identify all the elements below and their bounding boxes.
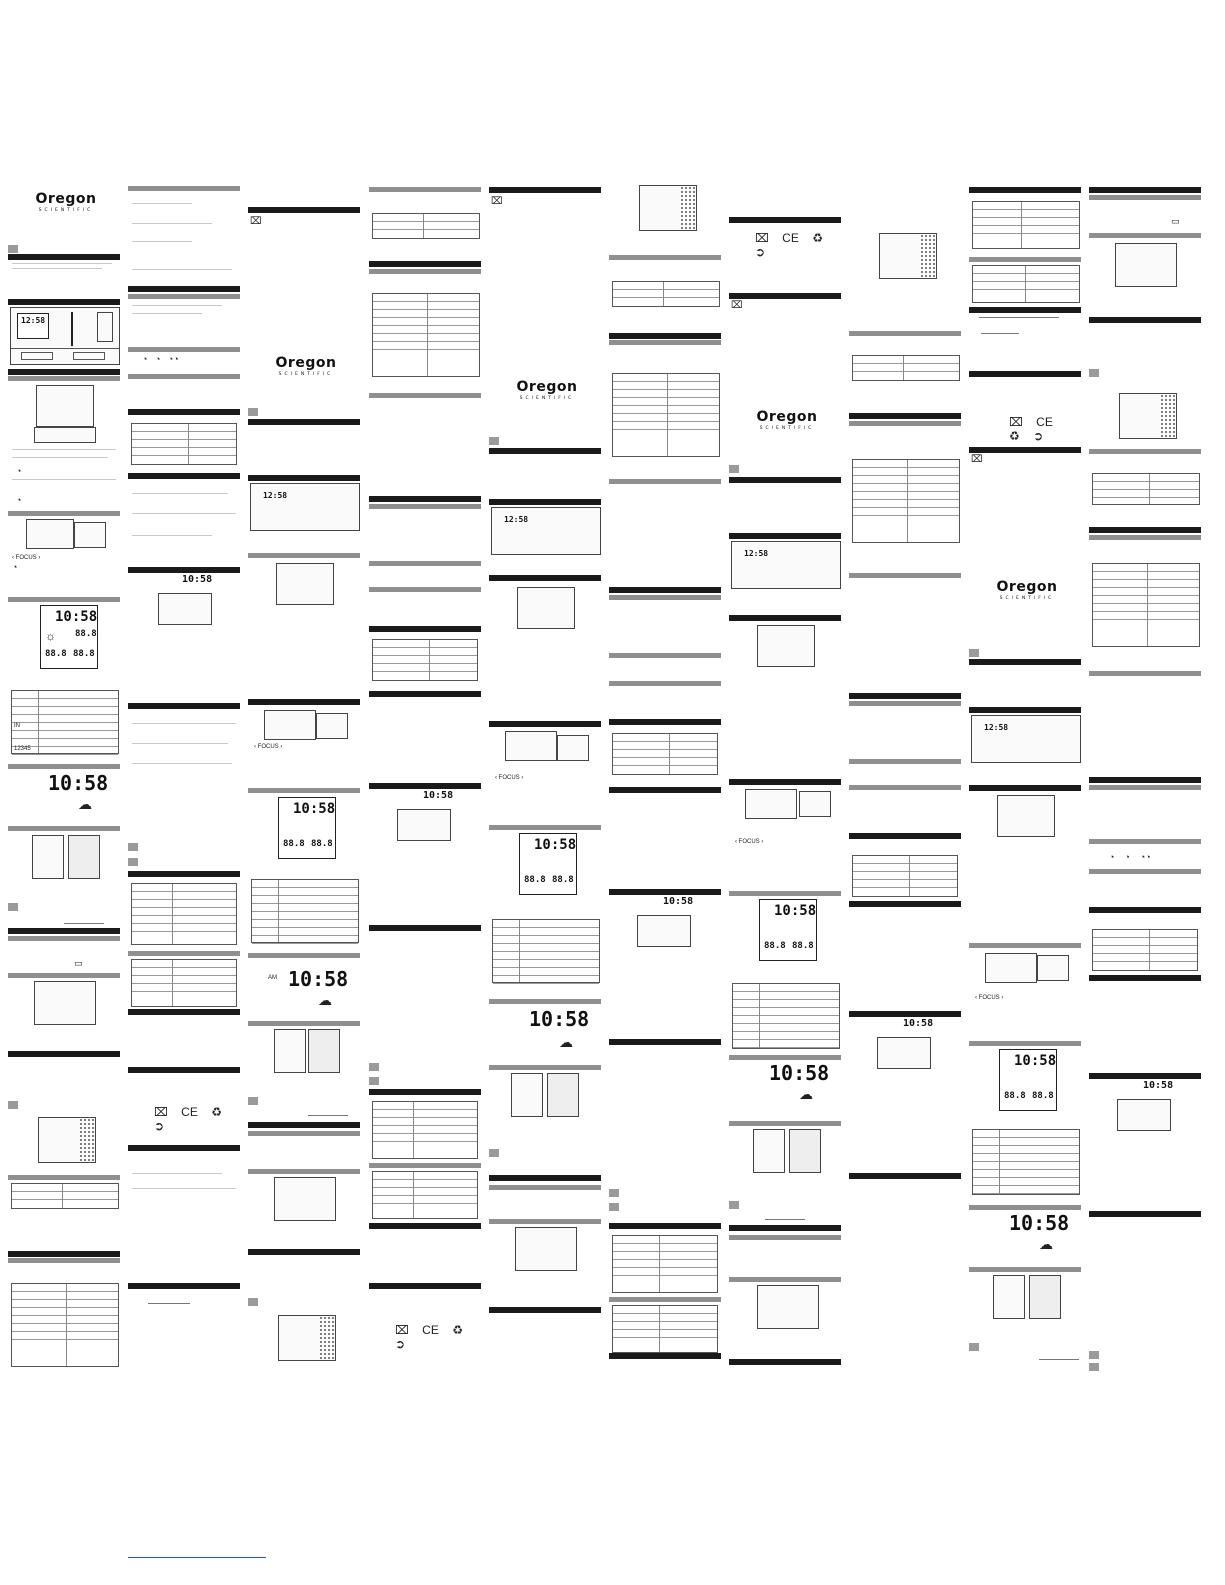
projection-clock-figure (36, 385, 94, 427)
sensor-back-figure (68, 835, 100, 879)
brand-logo: Oregon SCIENTIFIC (275, 355, 337, 377)
sun-icon: ☼ (45, 629, 56, 643)
door-figure (74, 522, 106, 548)
button-icon: ◔ (16, 466, 22, 476)
brand-logo: Oregon SCIENTIFIC (756, 409, 818, 431)
brand-logo: Oregon SCIENTIFIC (516, 379, 578, 401)
battery-icon: ▭ (74, 958, 83, 968)
projection-digits: 10:58 (182, 574, 213, 585)
column-7: ⌧ CE ♻ ➲ ⌧ Oregon SCIENTIFIC 12:58 ‹ FOCUS › 10:58 88.8 88.8 10:58 ☁ (729, 183, 841, 1383)
green-dot-icon: ➲ (154, 1119, 165, 1133)
legend-in: IN (14, 723, 20, 729)
legend-sequence: 12345 (14, 746, 31, 752)
brand-logo: Oregon SCIENTIFIC (996, 579, 1058, 601)
column-9: ⌧ CE ♻ ➲ ⌧ Oregon SCIENTIFIC 12:58 ‹ FOCUS › 10:58 88.8 88.8 10:58 ☁ (969, 183, 1081, 1383)
lcd-temp-right: 88.8 (73, 649, 95, 659)
lcd-temp-top: 88.8 (75, 629, 97, 639)
focus-icon: ◔ (12, 562, 18, 572)
column-3: ⌧ Oregon SCIENTIFIC 12:58 ‹ FOCUS › 10:58 88.8 88.8 AM 10:58 ☁ (248, 183, 360, 1383)
package-contents-figure (10, 307, 120, 365)
weather-table (11, 1183, 119, 1209)
specification-table (131, 883, 237, 945)
lcd-display: 10:58 88.8 88.8 (278, 797, 336, 859)
column-2 (128, 183, 240, 1383)
column-6: 10:58 (609, 183, 721, 1383)
button-icon: ◔ (16, 495, 22, 505)
logo-word: Oregon (35, 191, 97, 207)
package-contents-figure: 12:58 (250, 483, 360, 531)
weather-icon-table (131, 423, 237, 465)
brand-logo (28, 191, 104, 213)
column-1 (8, 183, 120, 1383)
sensor-front-figure (32, 835, 64, 879)
mini-clock: 12:58 (21, 316, 46, 325)
wall-mount-figure (34, 981, 96, 1025)
large-clock-digits: 10:58 (48, 771, 109, 795)
focus-label: ‹ FOCUS › (12, 555, 41, 561)
button-icon: ◔ ◔ ◔◔ (142, 354, 179, 364)
column-4: 10:58 ⌧ CE ♻ ➲ (369, 183, 481, 1383)
logo-sub: SCIENTIFIC (38, 208, 94, 213)
weee-bin-icon: ⌧ (250, 216, 262, 227)
spec-table (11, 1283, 119, 1367)
window-mount-figure (38, 1117, 96, 1163)
compliance-marks (154, 1105, 240, 1133)
footer-link[interactable] (128, 1557, 266, 1558)
legend-table (11, 690, 119, 754)
lcd-temp-left: 88.8 (45, 649, 67, 659)
language-tab (8, 245, 18, 253)
section-bar (8, 299, 120, 305)
lcd-clock-digits: 10:58 (55, 609, 98, 625)
column-8: 10:58 (849, 183, 961, 1383)
rain-cloud-icon: ☁ (318, 992, 332, 1008)
adapter-figure (34, 427, 96, 443)
title-bar (8, 254, 120, 260)
back-view-figure (26, 519, 74, 549)
column-10: ▭ ◔ ◔ ◔◔ 10:58 (1089, 183, 1201, 1383)
ce-mark: CE (181, 1105, 198, 1119)
rain-cloud-icon: ☁ (78, 796, 92, 812)
recycle-icon: ♻ (211, 1105, 222, 1119)
column-5: ⌧ Oregon SCIENTIFIC 12:58 ‹ FOCUS › 10:58 88.8 88.8 10:58 ☁ (489, 183, 601, 1383)
weee-bin-icon: ⌧ (154, 1105, 168, 1119)
lcd-display (40, 605, 98, 669)
projection-figure (158, 593, 212, 625)
